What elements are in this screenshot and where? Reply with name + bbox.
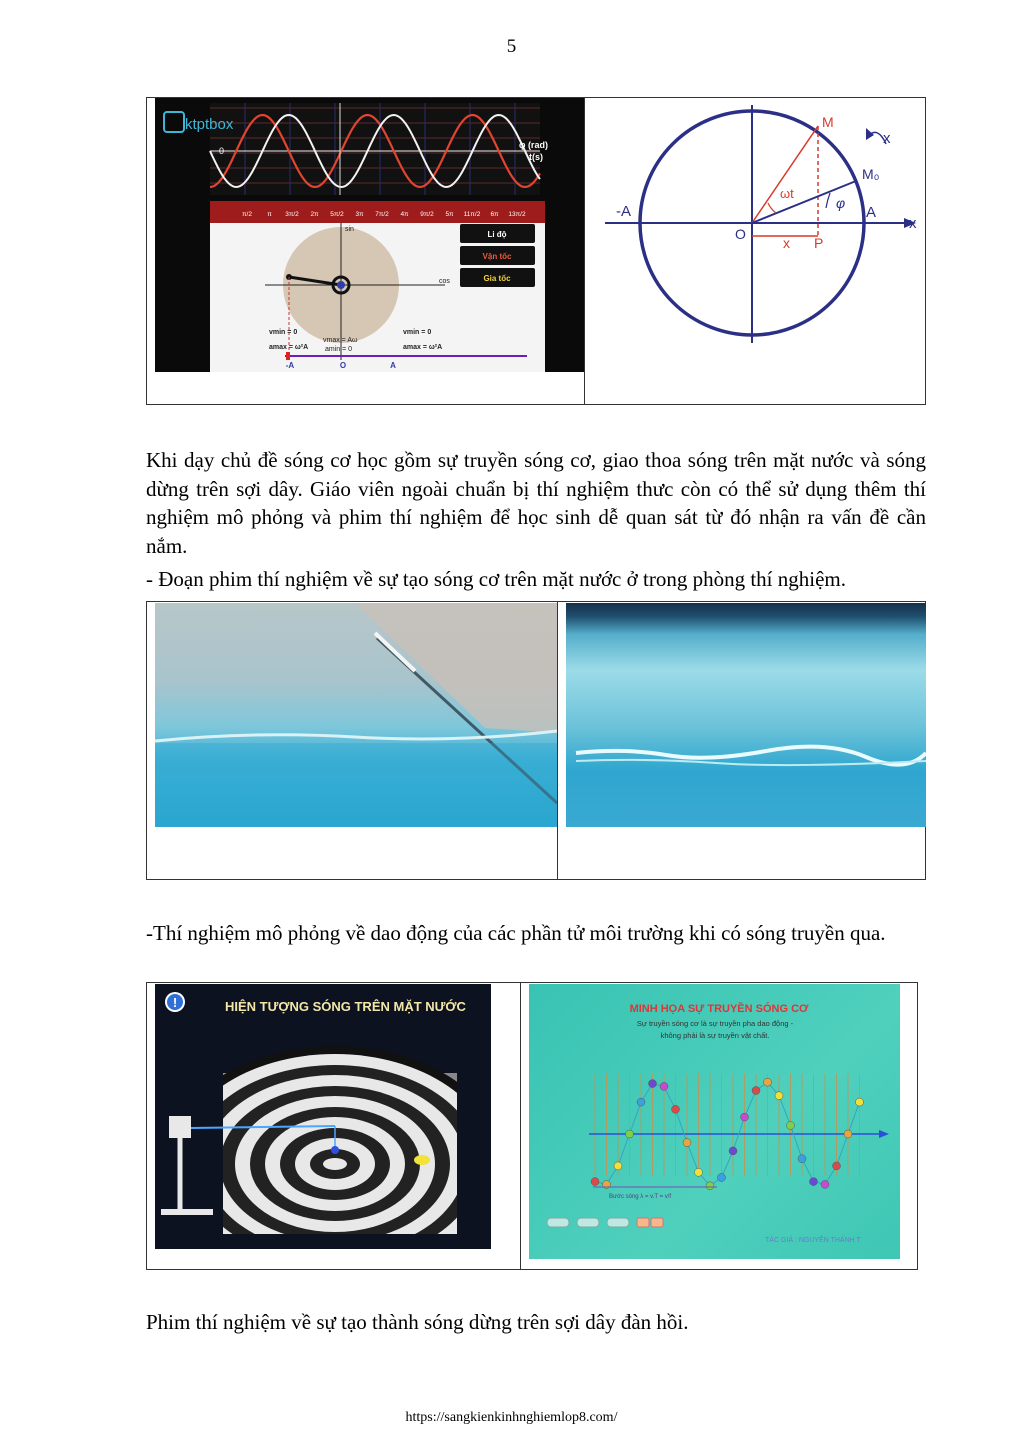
- label-m: M: [822, 114, 834, 130]
- water-wave-photo-right: [566, 603, 926, 827]
- table-3-divider: [520, 982, 521, 1270]
- particle-dot: [764, 1078, 772, 1086]
- paragraph-water-wave-video: - Đoạn phim thí nghiệm về sự tạo sóng cơ trên mặt nước ở trong phòng thí nghiệm.: [146, 567, 846, 591]
- tick-label: 3π: [355, 211, 364, 218]
- label-m0: M₀: [862, 166, 880, 182]
- paragraph-simulation: -Thí nghiệm mô phỏng về dao động của các phần tử môi trường khi có sóng truyền qua.: [146, 921, 886, 945]
- particle-dot: [729, 1147, 737, 1155]
- origin-label: 0: [219, 146, 225, 156]
- tick-label: 4π: [400, 211, 409, 218]
- water-surface-simulation-graphic: [155, 984, 491, 1249]
- tick-label: 5π/2: [330, 211, 344, 218]
- label-x-projection: x: [783, 235, 790, 251]
- label-a: A: [866, 204, 877, 221]
- particle-dot: [591, 1178, 599, 1186]
- paragraph-standing-wave-video: Phim thí nghiệm về sự tạo thành sóng dừng trên sợi dây đàn hồi.: [146, 1310, 689, 1334]
- button-van-toc: Vận tốc: [482, 252, 512, 261]
- author-credit: TÁC GIẢ : NGUYỄN THÀNH T: [765, 1237, 861, 1244]
- particle-dot: [683, 1139, 691, 1147]
- vmin-left: vmin = 0: [269, 329, 298, 336]
- particle-dot: [718, 1174, 726, 1182]
- wave-propagation-graphic: [529, 984, 900, 1259]
- control-buttons: [547, 1218, 663, 1227]
- particle-dot: [752, 1087, 760, 1095]
- particle-dot: [660, 1082, 668, 1090]
- label-minus-a: -A: [616, 203, 631, 220]
- particle-dot: [787, 1121, 795, 1129]
- particle-dot: [856, 1098, 864, 1106]
- sin-axis-label: sin: [345, 226, 354, 233]
- particle-dot: [695, 1168, 703, 1176]
- tick-label: 9π/2: [420, 211, 434, 218]
- wave-sim-title: MINH HỌA SỰ TRUYỀN SÓNG CƠ: [629, 1003, 809, 1015]
- axis-minus-a: -A: [285, 361, 295, 370]
- cos-axis-label: cos: [439, 278, 450, 285]
- wave-sim-subtitle-2: không phải là sự truyền vật chất.: [660, 1031, 770, 1040]
- tick-label: 3π/2: [285, 211, 299, 218]
- table-1-divider: [584, 97, 585, 405]
- paragraph-intro: Khi dạy chủ đề sóng cơ học gồm sự truyền sóng cơ, giao thoa sóng trên mặt nước và sóng dừng trên sợi dây. Giáo viên ngoài chuẩn bị thí nghiệm thưc còn có thể sử dụng thêm thí nghiệm mô phỏng và phim thí nghiệm để học sinh dễ quan sát từ đó nhận ra vấn đề cần nắm.: [146, 448, 926, 558]
- water-wave-photo-right-graphic: [566, 603, 926, 827]
- wavelength-label: Bước sóng λ = v.T = v/f: [609, 1194, 672, 1200]
- oscillation-simulator-screenshot: [155, 98, 584, 372]
- particle-dot: [833, 1162, 841, 1170]
- particle-dot: [614, 1162, 622, 1170]
- t-axis-label: t(s): [529, 152, 543, 162]
- particle-dot: [649, 1080, 657, 1088]
- wave-sim-subtitle-1: Sự truyền sóng cơ là sự truyền pha dao động -: [636, 1019, 794, 1028]
- wave-propagation-simulation: [529, 984, 900, 1259]
- label-p: P: [814, 235, 824, 251]
- axis-o: O: [339, 361, 347, 370]
- particle-dot: [810, 1178, 818, 1186]
- circle-diagram-graphic: [600, 100, 922, 345]
- particle-dot: [821, 1180, 829, 1188]
- axis-a: A: [390, 361, 396, 370]
- tick-label: π: [267, 211, 272, 218]
- tick-label: 7π/2: [375, 211, 389, 218]
- particle-dot: [798, 1155, 806, 1163]
- logo-text: ktptbox: [185, 116, 234, 133]
- particle-dot: [672, 1105, 680, 1113]
- amax-right: amax = ω²A: [403, 344, 443, 351]
- tick-label: 5π: [445, 211, 454, 218]
- vmin-right: vmin = 0: [403, 329, 432, 336]
- tick-label: 6π: [490, 211, 499, 218]
- particle-dot: [626, 1130, 634, 1138]
- amax-left: amax = ω²A: [269, 344, 309, 351]
- label-o: O: [735, 226, 746, 242]
- button-li-do: Li độ: [487, 230, 507, 239]
- info-icon: !: [172, 995, 178, 1010]
- button-gia-toc: Gia tốc: [483, 274, 511, 283]
- water-surface-simulation: [155, 984, 491, 1249]
- label-wt: ωt: [780, 186, 794, 201]
- water-sim-title: HIỆN TƯỢNG SÓNG TRÊN MẶT NƯỚC: [225, 999, 466, 1014]
- tick-label: 2π: [310, 211, 319, 218]
- tick-label: π/2: [242, 211, 252, 218]
- label-x-axis: x: [909, 215, 917, 232]
- table-2-divider: [557, 601, 558, 880]
- label-x-top: x: [883, 130, 891, 147]
- simulator-graphic: [155, 98, 584, 372]
- water-wave-photo-left-graphic: [155, 603, 557, 827]
- particle-dot: [637, 1098, 645, 1106]
- particle-dot: [741, 1113, 749, 1121]
- water-wave-photo-left: [155, 603, 557, 827]
- footer-url: https://sangkienkinhnghiemlop8.com/: [405, 1410, 618, 1425]
- phi-axis-label: φ (rad): [519, 140, 548, 150]
- vmax-center: vmax = Aω: [323, 337, 358, 344]
- tick-label: 11π/2: [463, 211, 481, 218]
- particle-dot: [706, 1182, 714, 1190]
- amin-center: amin = 0: [325, 346, 353, 353]
- tick-label: 13π/2: [508, 211, 526, 218]
- particle-dot: [775, 1092, 783, 1100]
- rotating-vector-diagram: [600, 100, 922, 345]
- particle-dot: [844, 1130, 852, 1138]
- label-phi: φ: [836, 195, 846, 211]
- page-number: 5: [506, 36, 517, 57]
